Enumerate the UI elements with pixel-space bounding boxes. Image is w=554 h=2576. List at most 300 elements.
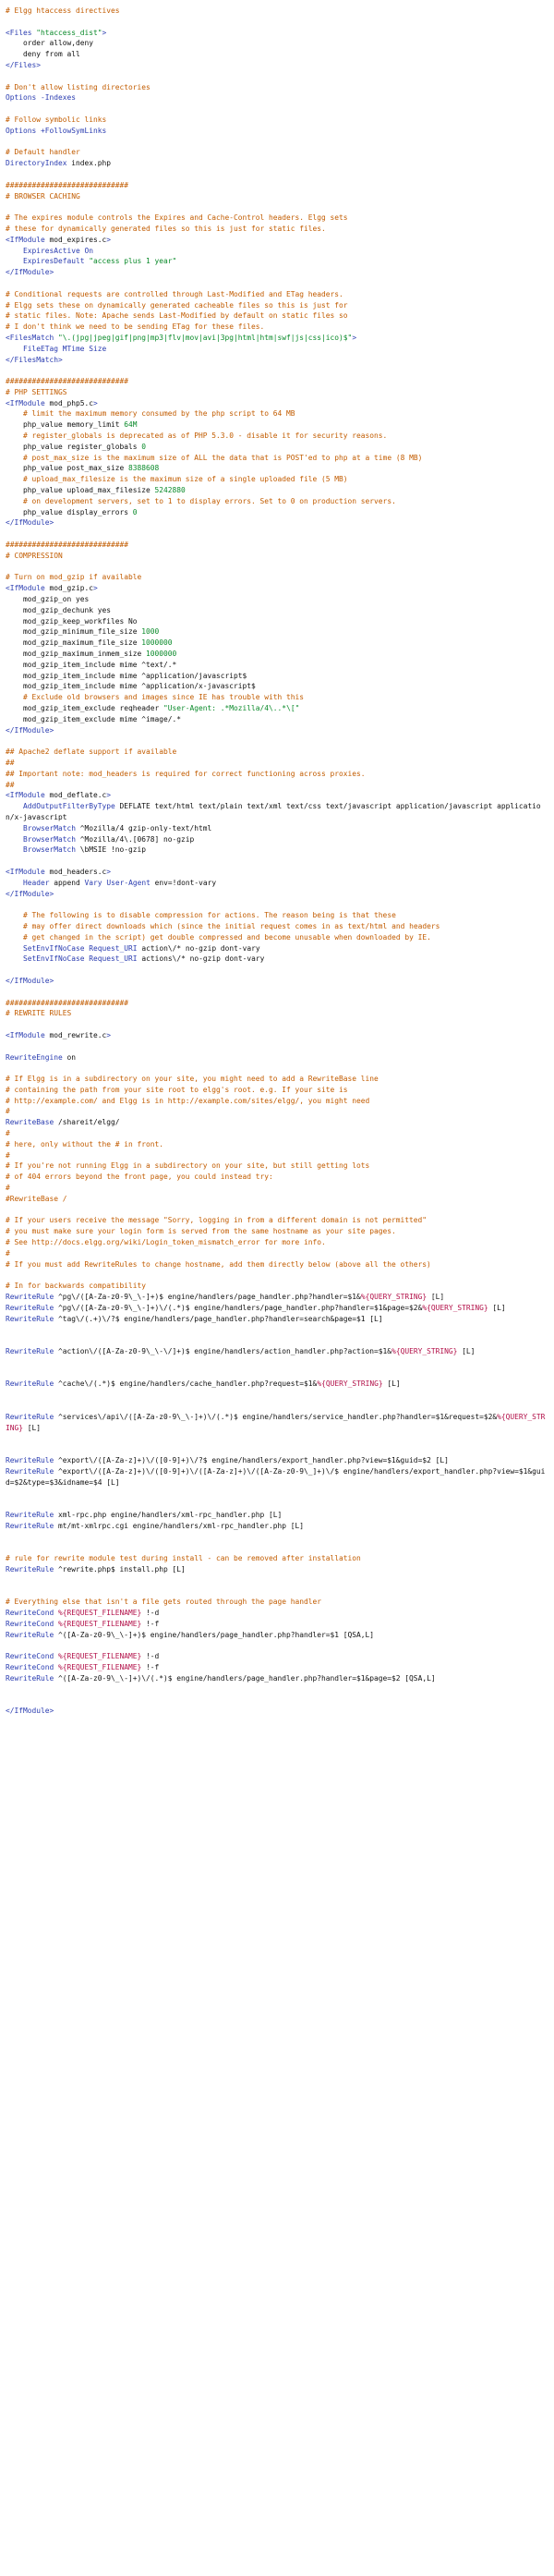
plain-token: php_value register_globals <box>6 442 142 451</box>
code-line <box>6 485 548 496</box>
variable-token: %{QUERY_STRING} <box>360 1293 428 1302</box>
comment-token: ############################ <box>6 541 129 550</box>
directive-token: BrowserMatch <box>23 834 77 844</box>
directive-token: RewriteRule <box>6 1466 54 1476</box>
tag-token: </IfModule> <box>6 976 54 985</box>
code-line <box>6 714 548 725</box>
blank-line <box>6 1532 548 1543</box>
code-line <box>6 126 548 137</box>
comment-token: # REWRITE RULES <box>6 1009 72 1018</box>
comment-token: ############################ <box>6 180 129 189</box>
code-line <box>6 780 548 791</box>
plain-token: ^Mozilla/4 gzip-only-text/html <box>76 823 212 832</box>
comment-token: # here, only without the # in front. <box>6 1139 164 1148</box>
code-line <box>6 1619 548 1630</box>
directive-token: RewriteRule <box>6 1314 54 1323</box>
code-line <box>6 1630 548 1641</box>
code-line <box>6 1510 548 1521</box>
plain-token: ^([A-Za-z0-9\_\-]+)\/(.*)$ engine/handlers/page_handler.php?handler=$1&page=$2 [QSA,L] <box>54 1673 436 1683</box>
code-line <box>6 1597 548 1608</box>
code-line <box>6 1160 548 1172</box>
comment-token: # Conditional requests are controlled through Last-Modified and ETag headers. <box>6 289 343 298</box>
directive-token: Request_URI <box>89 954 138 964</box>
variable-token: %{REQUEST_FILENAME} <box>58 1619 142 1628</box>
directive-token: AddOutputFilterByType <box>23 802 115 811</box>
code-line <box>6 442 548 453</box>
comment-token: # Exclude old browsers and images since IE has trouble with this <box>6 693 305 702</box>
directive-token: RewriteRule <box>6 1412 54 1421</box>
blank-line <box>6 1324 548 1335</box>
blank-line <box>6 1357 548 1368</box>
variable-token: %{QUERY_STRING} <box>391 1347 458 1356</box>
code-line <box>6 507 548 518</box>
directive-token: RewriteRule <box>6 1455 54 1464</box>
code-line <box>6 616 548 627</box>
code-line <box>6 147 548 158</box>
code-line <box>6 1226 548 1237</box>
code-line <box>6 1074 548 1085</box>
comment-token: # Everything else that isn't a file gets routed through the page handler <box>6 1598 322 1607</box>
plain-token: ^([A-Za-z0-9\_\-]+)$ engine/handlers/page_handler.php?handler=$1 [QSA,L] <box>54 1630 375 1639</box>
blank-line <box>6 1444 548 1455</box>
tag-token: <FilesMatch <box>6 333 54 342</box>
code-line <box>6 6 548 17</box>
plain-token: xml-rpc.php engine/handlers/xml-rpc_handler.php [L] <box>54 1510 283 1519</box>
comment-token: # of 404 errors beyond the front page, you could instead try: <box>6 1173 273 1182</box>
code-line <box>6 1608 548 1619</box>
code-line <box>6 235 548 246</box>
blank-line <box>6 278 548 289</box>
string-token: "htaccess_dist" <box>31 28 102 37</box>
comment-token: # these for dynamically generated files so this is just for static files. <box>6 224 326 233</box>
code-line <box>6 496 548 507</box>
comment-token: # <box>6 1150 10 1160</box>
code-line <box>6 594 548 605</box>
plain-token: mod_expires.c <box>44 235 107 244</box>
directive-token: Options <box>6 93 37 103</box>
number-token: 1000000 <box>141 638 173 648</box>
blank-line <box>6 1695 548 1707</box>
directive-token: BrowserMatch <box>23 823 77 832</box>
code-line <box>6 38 548 49</box>
code-line <box>6 801 548 823</box>
comment-token: ## <box>6 758 15 767</box>
blank-line <box>6 1499 548 1510</box>
code-line <box>6 649 548 660</box>
comment-token: # Elgg htaccess directives <box>6 6 120 15</box>
plain-token: ^action\/([A-Za-z0-9\_\-\/]+)$ engine/handlers/action_handler.php?action=$1& <box>54 1347 392 1356</box>
blank-line <box>6 1684 548 1695</box>
code-line <box>6 921 548 932</box>
comment-token: # Don't allow listing directories <box>6 82 151 91</box>
plain-token <box>6 824 23 832</box>
plain-token: [L] <box>23 1423 42 1432</box>
comment-token: # In for backwards compatibility <box>6 1282 147 1291</box>
plain-token: mod_gzip_dechunk yes <box>6 605 112 614</box>
comment-token: # Elgg sets these on dynamically generated cacheable files so this is just for <box>6 300 348 310</box>
blank-line <box>6 1586 548 1598</box>
code-line <box>6 224 548 235</box>
tag-token: </IfModule> <box>6 889 54 898</box>
directive-token: ExpiresActive <box>23 246 80 255</box>
code-line <box>6 289 548 300</box>
directive-token: On <box>84 246 94 255</box>
directive-token: RewriteRule <box>6 1521 54 1530</box>
directive-token: BrowserMatch <box>23 845 77 855</box>
plain-token: php_value memory_limit <box>6 420 125 430</box>
comment-token: # The following is to disable compression for actions. The reason being is that these <box>6 911 396 920</box>
directive-token: DirectoryIndex <box>6 159 67 168</box>
code-line <box>6 60 548 71</box>
code-line <box>6 1379 548 1390</box>
plain-token <box>6 845 23 854</box>
plain-token: mod_gzip_item_exclude mime ^image/.* <box>6 714 182 723</box>
code-line <box>6 517 548 529</box>
plain-token <box>6 879 23 887</box>
plain-token <box>6 257 23 265</box>
code-line <box>6 998 548 1009</box>
comment-token: # If Elgg is in a subdirectory on your site, you might need to add a RewriteBase line <box>6 1075 379 1084</box>
plain-token: mod_gzip_on yes <box>6 595 90 604</box>
directive-token: +FollowSymLinks <box>41 126 107 135</box>
blank-line <box>6 1390 548 1401</box>
plain-token: /shareit/elgg/ <box>54 1118 120 1127</box>
number-token: 8388608 <box>128 464 160 473</box>
code-line <box>6 213 548 224</box>
comment-token: # <box>6 1107 10 1116</box>
plain-token: ^export\/([A-Za-z]+)\/([0-9]+)\/([A-Za-z]+)\/([A-Za-z0-9\_]+)\/$ engine/handlers/export_handler.php?view=$1&guid=$2&type=$3&idname=$4 [L] <box>6 1466 546 1487</box>
blank-line <box>6 1063 548 1074</box>
blank-line <box>6 1542 548 1553</box>
number-token: 0 <box>141 442 147 451</box>
code-line <box>6 1183 548 1194</box>
blank-line <box>6 1335 548 1346</box>
directive-token: RewriteRule <box>6 1564 54 1574</box>
variable-token: %{REQUEST_FILENAME} <box>58 1609 142 1618</box>
code-line <box>6 583 548 594</box>
code-line <box>6 1651 548 1662</box>
code-line <box>6 671 548 682</box>
tag-token: <IfModule <box>6 398 45 407</box>
blank-line <box>6 1368 548 1379</box>
directive-token: RewriteEngine <box>6 1052 63 1062</box>
plain-token: ^export\/([A-Za-z]+)\/([0-9]+)\/?$ engine/handlers/export_handler.php?view=$1&guid=$2 [L] <box>54 1455 449 1464</box>
code-line <box>6 1085 548 1096</box>
comment-token: # If you must add RewriteRules to change hostname, add them directly below (above all the others) <box>6 1259 431 1269</box>
tag-token: > <box>93 584 98 593</box>
code-line <box>6 376 548 387</box>
string-token: "User-Agent: .*Mozilla/4\..*\[" <box>163 704 300 712</box>
directive-token: Request_URI <box>89 943 138 953</box>
plain-token: [L] <box>382 1379 401 1389</box>
code-line <box>6 1292 548 1303</box>
plain-token: ^tag\/(.+)\/?$ engine/handlers/page_handler.php?handler=search&page=$1 [L] <box>54 1314 383 1323</box>
blank-line <box>6 1041 548 1052</box>
code-line <box>6 49 548 60</box>
plain-token <box>6 954 23 963</box>
comment-token: # <box>6 1248 10 1258</box>
comment-token: # Default handler <box>6 148 80 157</box>
plain-token: php_value display_errors <box>6 507 133 516</box>
tag-token: > <box>106 867 112 876</box>
comment-token: # I don't think we need to be sending ETag for these files. <box>6 322 265 332</box>
code-line <box>6 419 548 431</box>
plain-token: ^pg\/([A-Za-z0-9\_\-]+)\/(.*)$ engine/handlers/page_handler.php?handler=$1&page=$2& <box>54 1303 423 1312</box>
plain-token: actions\/* no-gzip dont-vary <box>137 954 265 964</box>
plain-token: !-d <box>141 1652 160 1661</box>
plain-token: DEFLATE text/html text/plain text/xml text/css text/javascript application/javascript application/x-javascript <box>6 802 541 821</box>
plain-token: mod_gzip_keep_workfiles No <box>6 616 138 626</box>
tag-token: > <box>352 333 357 342</box>
code-line <box>6 790 548 801</box>
code-line <box>6 1052 548 1063</box>
comment-token: # <box>6 1129 10 1138</box>
plain-token: mod_gzip_item_include mime ^application/javascript$ <box>6 671 247 680</box>
code-line <box>6 954 548 965</box>
comment-token: # http://example.com/ and Elgg is in http://example.com/sites/elgg/, you might need <box>6 1096 370 1105</box>
directive-token: FileETag <box>23 344 59 353</box>
code-line <box>6 1673 548 1684</box>
comment-token: # static files. Note: Apache sends Last-Modified by default on static files so <box>6 311 348 321</box>
code-line <box>6 1237 548 1248</box>
plain-token: order allow,deny <box>6 39 94 48</box>
blank-line <box>6 735 548 747</box>
directive-token: RewriteRule <box>6 1293 54 1302</box>
tag-token: </Files> <box>6 60 42 69</box>
blank-line <box>6 965 548 976</box>
code-line <box>6 638 548 649</box>
number-token: 1000000 <box>146 650 177 659</box>
tag-token: > <box>106 791 112 800</box>
tag-token: <IfModule <box>6 791 45 800</box>
blank-line <box>6 1401 548 1412</box>
code-line <box>6 1128 548 1139</box>
plain-token: mod_gzip_minimum_file_size <box>6 627 142 637</box>
code-line <box>6 660 548 671</box>
directive-token: RewriteRule <box>6 1510 54 1519</box>
directive-token: RewriteRule <box>6 1673 54 1683</box>
variable-token: %{REQUEST_FILENAME} <box>58 1663 142 1672</box>
comment-token: #RewriteBase / <box>6 1194 67 1203</box>
code-line <box>6 1117 548 1128</box>
code-line <box>6 1281 548 1292</box>
code-line <box>6 1706 548 1717</box>
directive-token: User-Agent <box>106 878 151 887</box>
code-line <box>6 1096 548 1107</box>
code-line <box>6 1194 548 1205</box>
code-line <box>6 1314 548 1325</box>
blank-line <box>6 1641 548 1652</box>
code-line <box>6 1248 548 1259</box>
plain-token: \bMSIE !no-gzip <box>76 845 147 855</box>
tag-token: </IfModule> <box>6 1707 54 1716</box>
plain-token <box>6 247 23 255</box>
plain-token <box>6 802 23 810</box>
code-line <box>6 878 548 889</box>
code-line <box>6 1466 548 1488</box>
plain-token: append <box>49 878 85 887</box>
directive-token: RewriteCond <box>6 1619 54 1628</box>
code-line <box>6 463 548 474</box>
comment-token: # COMPRESSION <box>6 551 63 560</box>
code-line <box>6 1150 548 1161</box>
blank-line <box>6 137 548 148</box>
code-line <box>6 1106 548 1117</box>
directive-token: Header <box>23 878 50 887</box>
string-token: "\.(jpg|jpeg|gif|png|mp3|flv|mov|avi|3pg|html|htm|swf|js|css|ico)$" <box>54 333 353 342</box>
code-line <box>6 692 548 703</box>
blank-line <box>6 529 548 540</box>
code-line <box>6 1662 548 1673</box>
code-line <box>6 976 548 987</box>
code-line <box>6 572 548 583</box>
code-line <box>6 256 548 267</box>
plain-token: ^Mozilla/4\.[0678] no-gzip <box>76 834 195 844</box>
directive-token: RewriteRule <box>6 1347 54 1356</box>
comment-token: ## Apache2 deflate support if available <box>6 747 177 757</box>
code-line <box>6 300 548 311</box>
directive-token: Options <box>6 126 37 135</box>
directive-token: MTime Size <box>62 344 107 353</box>
directive-token: Vary <box>84 878 102 887</box>
blank-line <box>6 1019 548 1030</box>
comment-token: # containing the path from your site root to elgg's root. e.g. If your site is <box>6 1085 348 1094</box>
plain-token: [L] <box>457 1347 476 1356</box>
blank-line <box>6 1575 548 1586</box>
comment-token: # Follow symbolic links <box>6 115 107 124</box>
directive-token: RewriteBase <box>6 1118 54 1127</box>
plain-token: ^services\/api\/([A-Za-z0-9\_\-]+)\/(.*)$ engine/handlers/service_handler.php?handler=$1&request=$2& <box>54 1412 498 1421</box>
code-line <box>6 180 548 191</box>
comment-token: # register_globals is deprecated as of PHP 5.3.0 - disable it for security reasons. <box>6 431 388 441</box>
comment-token: # get changed in the script) get double compressed and become unusable when downloaded by IE. <box>6 932 431 942</box>
plain-token <box>6 944 23 953</box>
plain-token: ^pg\/([A-Za-z0-9\_\-]+)$ engine/handlers/page_handler.php?handler=$1& <box>54 1293 361 1302</box>
code-line <box>6 344 548 355</box>
plain-token: mod_headers.c <box>44 867 107 876</box>
blank-line <box>6 856 548 867</box>
number-token: 1000 <box>141 627 160 637</box>
plain-token: on <box>62 1052 77 1062</box>
plain-token: mod_gzip.c <box>44 584 94 593</box>
variable-token: %{REQUEST_FILENAME} <box>58 1652 142 1661</box>
code-line <box>6 191 548 202</box>
code-line <box>6 626 548 638</box>
comment-token: ## Important note: mod_headers is required for correct functioning across proxies. <box>6 769 366 778</box>
code-line <box>6 769 548 780</box>
code-line <box>6 1215 548 1226</box>
directive-token: -Indexes <box>41 93 77 103</box>
code-line <box>6 398 548 409</box>
comment-token: # If your users receive the message "Sorry, logging in from a different domain is not permitted" <box>6 1216 428 1225</box>
plain-token: mt/mt-xmlrpc.cgi engine/handlers/xml-rpc_handler.php [L] <box>54 1521 305 1530</box>
code-line <box>6 1008 548 1019</box>
code-line <box>6 408 548 419</box>
comment-token: ############################ <box>6 998 129 1007</box>
plain-token: !-f <box>141 1663 160 1672</box>
plain-token: [L] <box>427 1293 445 1302</box>
plain-token: ^rewrite.php$ install.php [L] <box>54 1564 186 1574</box>
code-line <box>6 1346 548 1357</box>
directive-token: ExpiresDefault <box>23 257 85 266</box>
code-line <box>6 834 548 845</box>
comment-token: ############################ <box>6 377 129 386</box>
directive-token: SetEnvIfNoCase <box>23 943 85 953</box>
code-line <box>6 355 548 366</box>
blank-line <box>6 71 548 82</box>
code-line <box>6 246 548 257</box>
plain-token: deny from all <box>6 50 80 59</box>
code-line <box>6 474 548 485</box>
directive-token: RewriteCond <box>6 1609 54 1618</box>
plain-token: php_value post_max_size <box>6 464 129 473</box>
plain-token <box>6 835 23 844</box>
tag-token: </IfModule> <box>6 268 54 277</box>
code-line <box>6 910 548 921</box>
comment-token: # BROWSER CACHING <box>6 191 80 200</box>
code-line <box>6 889 548 900</box>
comment-token: ## <box>6 780 15 789</box>
plain-token: !-f <box>141 1619 160 1628</box>
comment-token: # The expires module controls the Expires and Cache-Control headers. Elgg sets <box>6 213 348 223</box>
directive-token: RewriteCond <box>6 1663 54 1672</box>
directive-token: RewriteRule <box>6 1303 54 1312</box>
code-line <box>6 322 548 333</box>
blank-line <box>6 1488 548 1499</box>
variable-token: %{QUERY_STRING} <box>317 1379 383 1389</box>
plain-token: env=!dont-vary <box>150 878 217 887</box>
code-line <box>6 844 548 856</box>
variable-token: %{QUERY_STRING} <box>6 1412 546 1432</box>
code-line <box>6 1553 548 1564</box>
directive-token: RewriteRule <box>6 1630 54 1639</box>
directive-token: RewriteCond <box>6 1652 54 1661</box>
code-line <box>6 943 548 954</box>
code-line <box>6 453 548 464</box>
code-line <box>6 1564 548 1575</box>
code-line <box>6 823 548 834</box>
tag-token: > <box>102 28 107 37</box>
plain-token: php_value upload_max_filesize <box>6 486 155 495</box>
code-line <box>6 747 548 758</box>
variable-token: %{QUERY_STRING} <box>422 1303 488 1312</box>
code-line <box>6 540 548 551</box>
code-line <box>6 1030 548 1041</box>
comment-token: # If you're not running Elgg in a subdirectory on your site, but still getting lots <box>6 1161 370 1171</box>
plain-token: mod_gzip_item_include mime ^text/.* <box>6 660 177 669</box>
tag-token: > <box>106 235 112 244</box>
code-line <box>6 1521 548 1532</box>
blank-line <box>6 1205 548 1216</box>
code-line <box>6 703 548 714</box>
code-line <box>6 115 548 126</box>
tag-token: <Files <box>6 28 32 37</box>
code-line <box>6 1303 548 1314</box>
number-token: 0 <box>132 507 138 516</box>
code-line <box>6 310 548 322</box>
code-line <box>6 267 548 278</box>
plain-token: mod_deflate.c <box>44 791 107 800</box>
comment-token: # may offer direct downloads which (since the initial request comes in as text/html and headers <box>6 921 440 930</box>
tag-token: <IfModule <box>6 235 45 244</box>
blank-line <box>6 562 548 573</box>
code-line <box>6 932 548 943</box>
comment-token: # See http://docs.elgg.org/wiki/Login_token_mismatch_error for more info. <box>6 1238 326 1247</box>
code-line <box>6 333 548 344</box>
code-line <box>6 82 548 93</box>
comment-token: # upload_max_filesize is the maximum size of a single uploaded file (5 MB) <box>6 475 348 484</box>
tag-token: </IfModule> <box>6 725 54 735</box>
